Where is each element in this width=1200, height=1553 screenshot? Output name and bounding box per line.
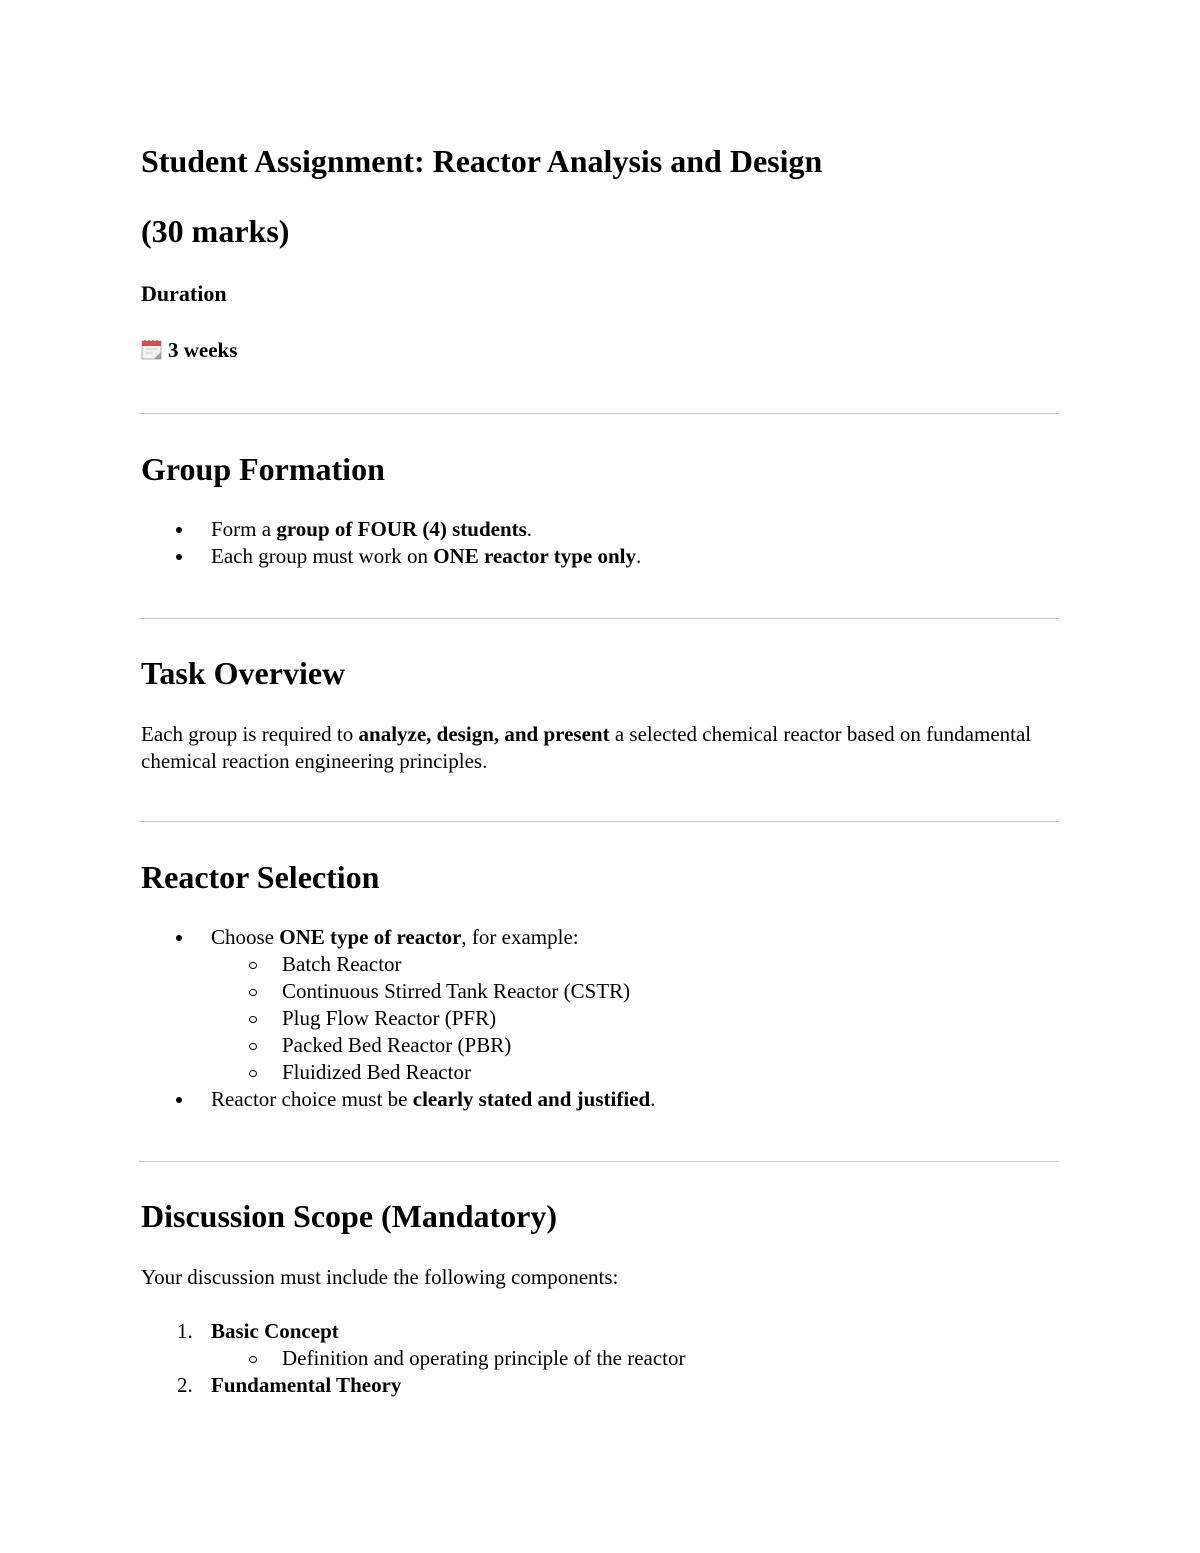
hollow-bullet-icon: [249, 962, 257, 969]
divider: [139, 821, 1059, 822]
group-formation-heading: Group Formation: [141, 451, 385, 487]
document-page: Student Assignment: Reactor Analysis and Design (30 marks) Duration 3 weeks Group Formation Form a group of FOUR (4) students. Each group must work on ONE reactor type only. Task Overview Each group is required to analyze, design, and present a selected chemical reactor based on fundamental chemical reaction engineering principles. Reactor Selection Choose ONE type of reactor, for example: Batch Reactor Continuous Stirred Tank Reactor (CSTR) Plug Flow Reactor (PFR) Packed Bed Reactor (PBR) Fluidized Bed Reactor Reactor choice must be clearly stated and justified. Discussion Scope (Mandatory) Your discussion must include the following components: 1. Basic Concept Definition and operating principle of the reactor 2. Fundamental Theory: [0, 0, 1200, 1553]
page-title: Student Assignment: Reactor Analysis and Design: [141, 143, 823, 179]
discussion-scope-intro: Your discussion must include the following components:: [141, 1265, 619, 1289]
task-overview-paragraph: Each group is required to analyze, design, and present a selected chemical reactor based on fundamental chemical reaction engineering principles.: [141, 722, 1032, 773]
hollow-bullet-icon: [249, 1356, 257, 1363]
task-overview-heading: Task Overview: [141, 655, 346, 691]
discussion-scope-heading: Discussion Scope (Mandatory): [141, 1198, 558, 1234]
divider: [139, 1161, 1059, 1162]
bullet-icon: [176, 935, 182, 941]
divider: [139, 413, 1059, 414]
bullet-icon: [176, 527, 182, 533]
hollow-bullet-icon: [249, 989, 257, 996]
hollow-bullet-icon: [249, 1070, 257, 1077]
divider: [139, 618, 1059, 619]
hollow-bullet-icon: [249, 1043, 257, 1050]
duration-value: 3 weeks: [168, 337, 238, 362]
marks-heading: (30 marks): [141, 213, 290, 249]
bullet-icon: [176, 554, 182, 560]
duration-value-line: [141, 339, 237, 361]
bullet-icon: [176, 1097, 182, 1103]
reactor-selection-heading: Reactor Selection: [141, 859, 380, 895]
hollow-bullet-icon: [249, 1016, 257, 1023]
calendar-icon: [141, 339, 161, 361]
duration-heading: Duration: [141, 281, 227, 306]
